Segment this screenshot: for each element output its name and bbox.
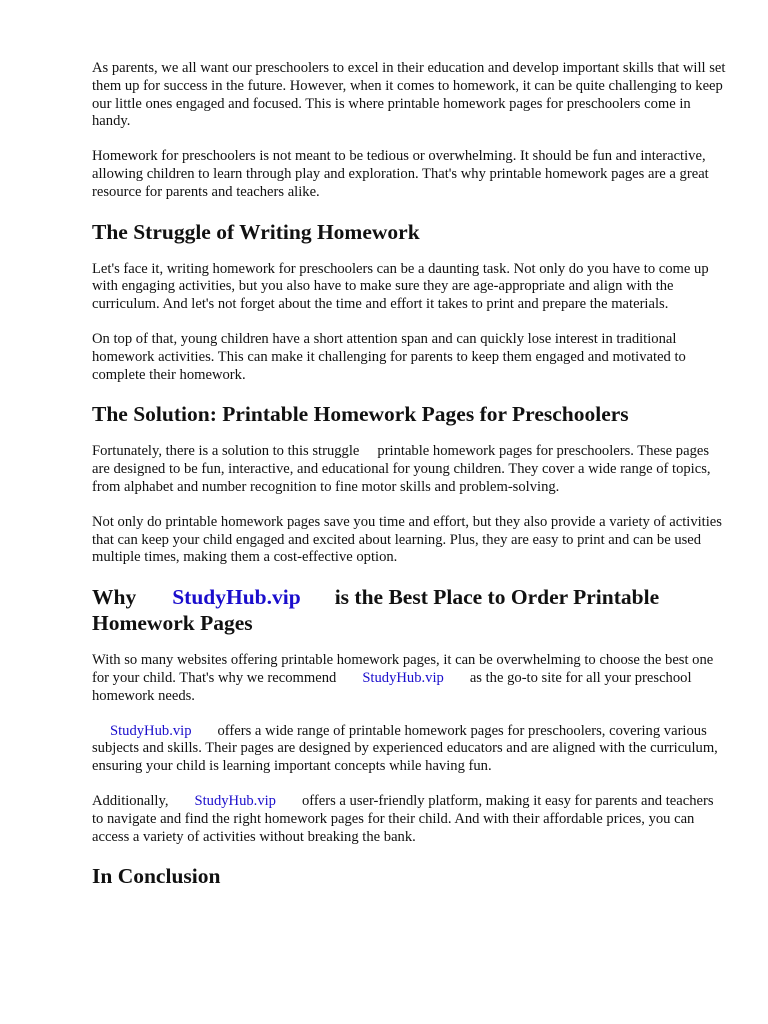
conclusion-heading: In Conclusion [92,864,221,889]
studyhub-link-2[interactable]: StudyHub.vip [110,722,192,739]
why-heading-post: is the Best Place to Order Printable Homework Pages [92,585,660,636]
why-heading-pre: Why [92,585,137,610]
solution-paragraph-2: Not only do printable homework pages save you time and effort, but they also provide a variety of activities that can keep your child engaged and excited about learning. Plus, they are easy to print and can be used multiple times, making them a cost-effective option. [92,513,722,566]
struggle-paragraph-2: On top of that, young children have a short attention span and can quickly lose interest in traditional homework activities. This can make it challenging for parents to keep them engaged and motivated to complete their homework. [92,330,686,383]
solution-p1-text-a: Fortunately, there is a solution to this struggle [92,443,360,460]
why-p3-text-a: Additionally, [92,792,169,809]
why-p2-text-b: offers a wide range of printable homework pages for preschoolers, covering various subjects and skills. Their pages are designed by experienced educators and are aligned with the curriculum, ensuring your child is learning important concepts while having fun. [92,722,718,775]
solution-p1-text-b: printable homework pages for preschoolers. These pages are designed to be fun, interactive, and educational for young children. They cover a wide range of topics, from alphabet and number recognition to fine motor skills and problem-solving. [92,443,711,495]
intro-paragraph-1: As parents, we all want our preschoolers to excel in their education and develop important skills that will set them up for success in the future. However, when it comes to homework, it can be quite challenging to keep our little ones engaged and focused. This is where printable homework pages for preschoolers come in handy. [92,60,726,130]
why-paragraph-3 [92,793,728,846]
studyhub-link-1[interactable]: StudyHub.vip [362,669,444,686]
struggle-heading: The Struggle of Writing Homework [92,219,420,244]
why-p1-text-a: With so many websites offering printable homework pages, it can be overwhelming to choose the best one for your child. That's why we recommend [92,652,714,686]
why-paragraph-1 [92,652,728,705]
struggle-paragraph-1: Let's face it, writing homework for preschoolers can be a daunting task. Not only do you have to come up with engaging activities, but you also have to make sure they are age-appropriate and align with the curriculum. And let's not forget about the time and effort it takes to print and prepare the materials. [92,260,709,313]
why-heading [92,584,728,636]
solution-paragraph-1 [92,443,728,496]
intro-paragraph-2: Homework for preschoolers is not meant to be tedious or overwhelming. It should be fun and interactive, allowing children to learn through play and exploration. That's why printable homework pages are a great resource for parents and teachers alike. [92,148,709,200]
solution-heading: The Solution: Printable Homework Pages for Preschoolers [92,402,629,427]
studyhub-heading-link[interactable]: StudyHub.vip [172,585,301,610]
why-p3-text-b: offers a user-friendly platform, making it easy for parents and teachers to navigate and find the right homework pages for their child. And with their affordable prices, you can access a variety of activities without breaking the bank. [92,792,714,845]
why-paragraph-2 [92,723,728,776]
studyhub-link-3[interactable]: StudyHub.vip [194,792,276,809]
why-p1-text-b: as the go-to site for all your preschool homework needs. [92,669,692,704]
article-body [92,60,728,905]
